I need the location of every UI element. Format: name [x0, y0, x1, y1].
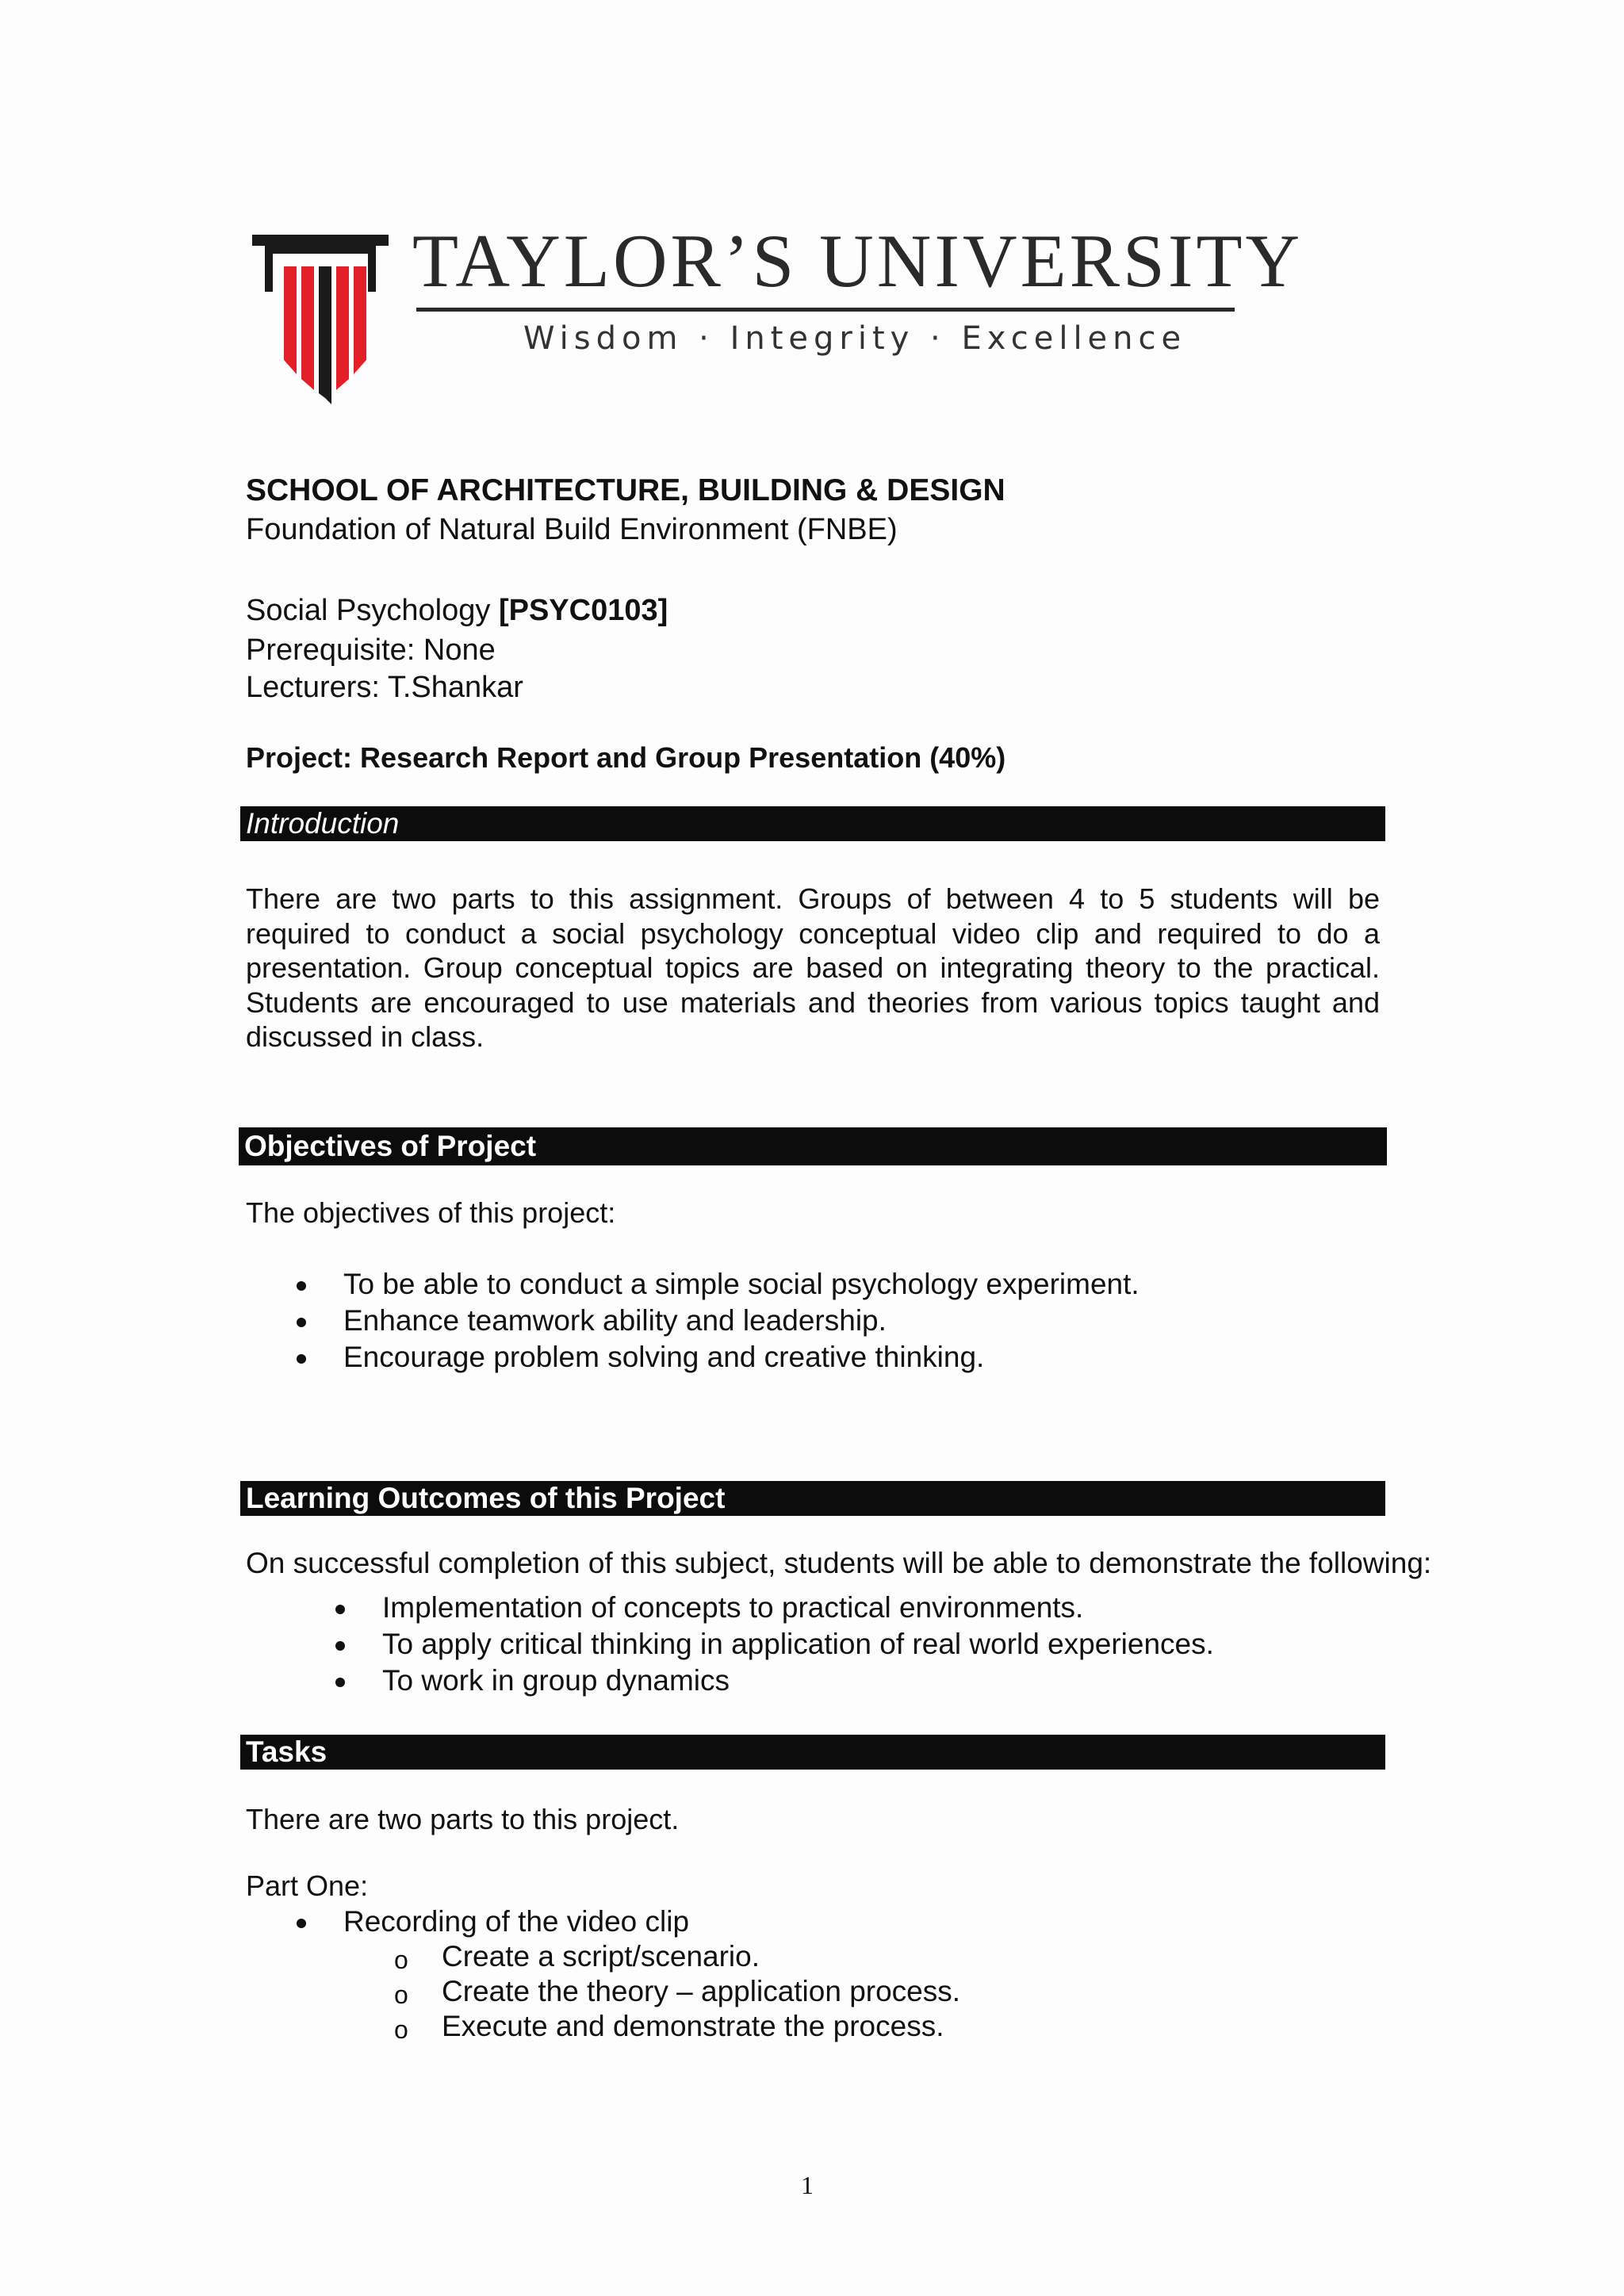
tasks-heading: Tasks	[240, 1735, 1385, 1770]
introduction-text: There are two parts to this assignment. Groups of between 4 to 5 students will be required to conduct a social psychology conceptual video clip and required to do a presentation. Group conceptual topics are based on integrating theory to the practical. Students are encouraged to use materials and theories from various topics taught and discussed in class.	[246, 882, 1380, 1053]
outcomes-heading: Learning Outcomes of this Project	[240, 1481, 1385, 1516]
school-title: SCHOOL OF ARCHITECTURE, BUILDING & DESIGN	[246, 473, 1005, 507]
objective-item: To be able to conduct a simple social psychology experiment.	[343, 1268, 1139, 1300]
page-number: 1	[801, 2171, 814, 2199]
outcome-item: Implementation of concepts to practical environments.	[382, 1591, 1084, 1624]
course-code: [PSYC0103]	[498, 594, 668, 627]
task-sub-item: Create the theory – application process.	[442, 1975, 961, 2007]
bullet-dot	[335, 1605, 345, 1614]
objective-item: Enhance teamwork ability and leadership.	[343, 1304, 887, 1337]
bullet-dot	[297, 1354, 306, 1364]
university-tagline: Wisdom · Integrity · Excellence	[523, 320, 1187, 357]
outcomes-intro: On successful completion of this subject, students will be able to demonstrate the following:	[246, 1547, 1432, 1579]
university-name: TAYLOR’S UNIVERSITY	[412, 219, 1304, 303]
introduction-heading: Introduction	[240, 806, 1385, 841]
sub-bullet-marker: o	[394, 1946, 408, 1974]
bullet-dot	[335, 1678, 345, 1687]
prerequisite: Prerequisite: None	[246, 633, 496, 667]
objectives-heading: Objectives of Project	[239, 1127, 1387, 1165]
bullet-dot	[297, 1919, 306, 1928]
outcome-item: To apply critical thinking in application of real world experiences.	[382, 1628, 1214, 1660]
course-name: Social Psychology	[246, 594, 499, 627]
task-sub-item: Create a script/scenario.	[442, 1940, 760, 1973]
objective-item: Encourage problem solving and creative thinking.	[343, 1341, 985, 1373]
sub-bullet-marker: o	[394, 1980, 408, 2009]
task-sub-item: Execute and demonstrate the process.	[442, 2010, 944, 2042]
outcome-item: To work in group dynamics	[382, 1664, 730, 1697]
bullet-dot	[297, 1318, 306, 1327]
project-title: Project: Research Report and Group Presentation (40%)	[246, 741, 1006, 774]
course-line	[246, 593, 668, 629]
university-logo-mark	[252, 235, 389, 404]
objectives-intro: The objectives of this project:	[246, 1196, 616, 1229]
bullet-dot	[335, 1641, 345, 1651]
task-item: Recording of the video clip	[343, 1905, 690, 1938]
programme-title: Foundation of Natural Build Environment (FNBE)	[246, 513, 898, 546]
tasks-intro: There are two parts to this project.	[246, 1803, 680, 1835]
logo-divider	[416, 308, 1235, 312]
part-one-label: Part One:	[246, 1869, 369, 1902]
sub-bullet-marker: o	[394, 2015, 408, 2044]
lecturers: Lecturers: T.Shankar	[246, 671, 523, 704]
bullet-dot	[297, 1281, 306, 1291]
